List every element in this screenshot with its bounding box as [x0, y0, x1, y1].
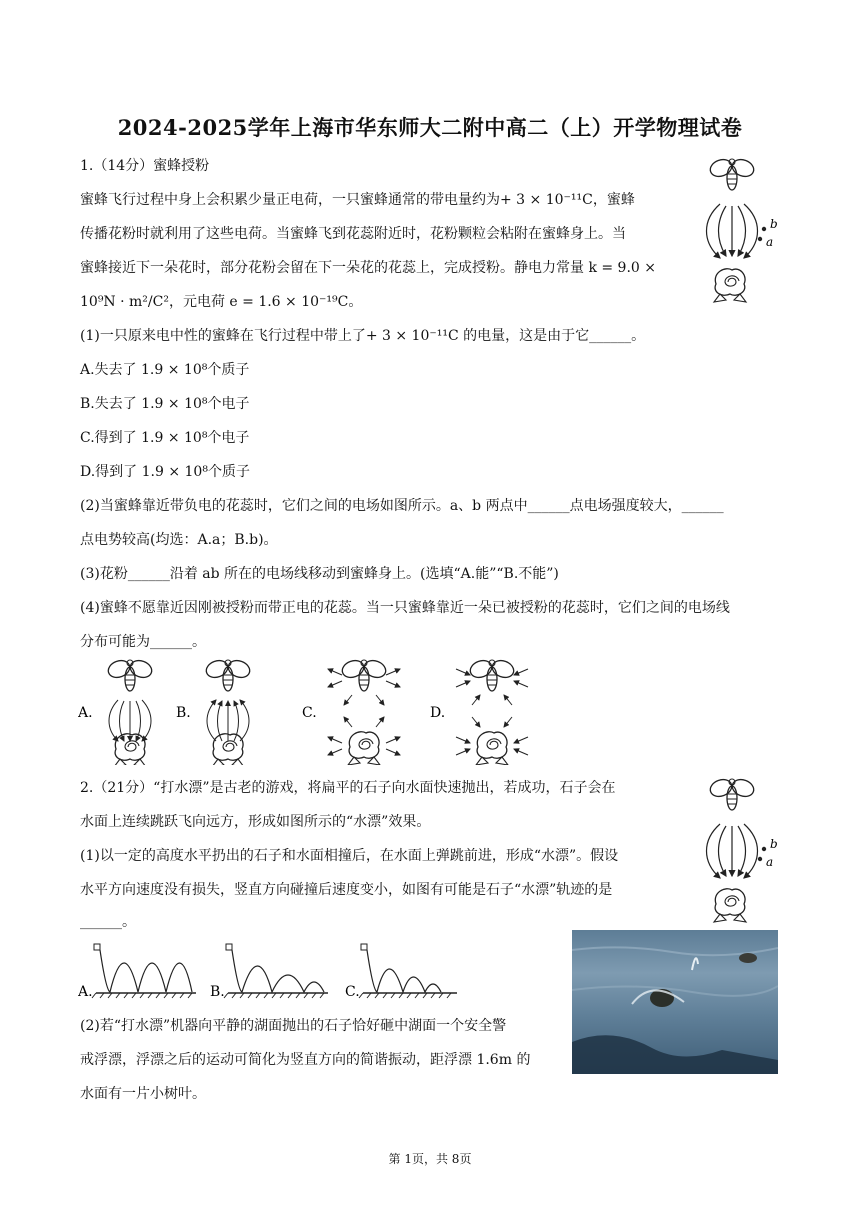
- option-b-label: B.: [176, 705, 191, 721]
- trajectory-a-figure: [78, 940, 198, 1002]
- trajectory-a-label: A.: [78, 984, 93, 1000]
- q1-subquestion-1: (1)一只原来电中性的蜜蜂在飞行过程中带上了+ 3 × 10⁻¹¹C 的电量，这是由于它______。: [80, 328, 646, 344]
- trajectory-b-figure: [210, 940, 330, 1002]
- q1-paragraph-line: 10⁹N · m²/C²，元电荷 e = 1.6 × 10⁻¹⁹C。: [80, 294, 363, 310]
- bee-flower-field-figure: [680, 152, 790, 312]
- point-a-label-2: a: [766, 855, 774, 869]
- option-c-figure: [302, 655, 422, 765]
- water-skipping-photo: [572, 930, 778, 1074]
- q1-subquestion-2: (2)当蜜蜂靠近带负电的花蕊时，它们之间的电场如图所示。a、b 两点中______点电场强度较大，______: [80, 498, 724, 514]
- option-a-figure: [78, 655, 178, 765]
- q1-paragraph-line: 传播花粉时就利用了这些电荷。当蜜蜂飞到花蕊附近时，花粉颗粒会粘附在蜜蜂身上。当: [80, 226, 626, 242]
- point-a-label: a: [766, 235, 774, 249]
- q1-paragraph-line: 蜜蜂接近下一朵花时，部分花粉会留在下一朵花的花蕊上，完成授粉。静电力常量 k = 9.0 ×: [80, 260, 657, 276]
- q2-subquestion-2-cont: 戒浮漂，浮漂之后的运动可简化为竖直方向的简谐振动，距浮漂 1.6m 的: [80, 1052, 531, 1068]
- q2-subquestion-1-cont: 水平方向速度没有损失，竖直方向碰撞后速度变小，如图有可能是石子“水漂”轨迹的是: [80, 882, 613, 898]
- page-title: 2024-2025学年上海市华东师大二附中高二（上）开学物理试卷: [117, 115, 743, 140]
- q2-subquestion-2: (2)若“打水漂”机器向平静的湖面抛出的石子恰好砸中湖面一个安全警: [80, 1018, 507, 1034]
- trajectory-c-figure: [345, 940, 465, 1002]
- option-d-label: D.: [430, 705, 446, 721]
- q1-header: 1.（14分）蜜蜂授粉: [80, 158, 210, 174]
- option-c-label: C.: [302, 705, 317, 721]
- q1-option-b: B.失去了 1.9 × 10⁸个电子: [80, 396, 250, 412]
- q1-option-a: A.失去了 1.9 × 10⁸个质子: [80, 362, 250, 378]
- option-a-label: A.: [78, 705, 93, 721]
- q1-subquestion-4-cont: 分布可能为______。: [80, 634, 206, 650]
- point-b-label-2: b: [770, 837, 778, 851]
- q1-subquestion-2-cont: 点电势较高(均选：A.a；B.b)。: [80, 532, 278, 548]
- q1-option-d: D.得到了 1.9 × 10⁸个质子: [80, 464, 250, 480]
- trajectory-b-label: B.: [210, 984, 225, 1000]
- point-b-label: b: [770, 217, 778, 231]
- q1-option-c: C.得到了 1.9 × 10⁸个电子: [80, 430, 250, 446]
- q1-paragraph-line: 蜜蜂飞行过程中身上会积累少量正电荷，一只蜜蜂通常的带电量约为+ 3 × 10⁻¹¹C，蜜蜂: [80, 192, 635, 208]
- bee-flower-field-figure-2: [680, 772, 790, 932]
- q2-header: 2.（21分）“打水漂”是古老的游戏，将扁平的石子向水面快速抛出，若成功，石子会在: [80, 780, 616, 796]
- option-b-figure: [176, 655, 276, 765]
- q2-subquestion-1: (1)以一定的高度水平扔出的石子和水面相撞后，在水面上弹跳前进，形成“水漂”。假设: [80, 848, 619, 864]
- q1-subquestion-4: (4)蜜蜂不愿靠近因刚被授粉而带正电的花蕊。当一只蜜蜂靠近一朵已被授粉的花蕊时，它们之间的电场线: [80, 600, 730, 616]
- page-footer: 第 1页，共 8页: [388, 1152, 472, 1166]
- q2-paragraph-line: 水面上连续跳跃飞向远方，形成如图所示的“水漂”效果。: [80, 814, 431, 830]
- q1-subquestion-3: (3)花粉______沿着 ab 所在的电场线移动到蜜蜂身上。(选填“A.能”“B.不能”): [80, 566, 559, 582]
- q2-subquestion-2-cont2: 水面有一片小树叶。: [80, 1086, 206, 1102]
- option-d-figure: [430, 655, 550, 765]
- q2-subquestion-1-blank: ______。: [80, 914, 136, 930]
- trajectory-c-label: C.: [345, 984, 360, 1000]
